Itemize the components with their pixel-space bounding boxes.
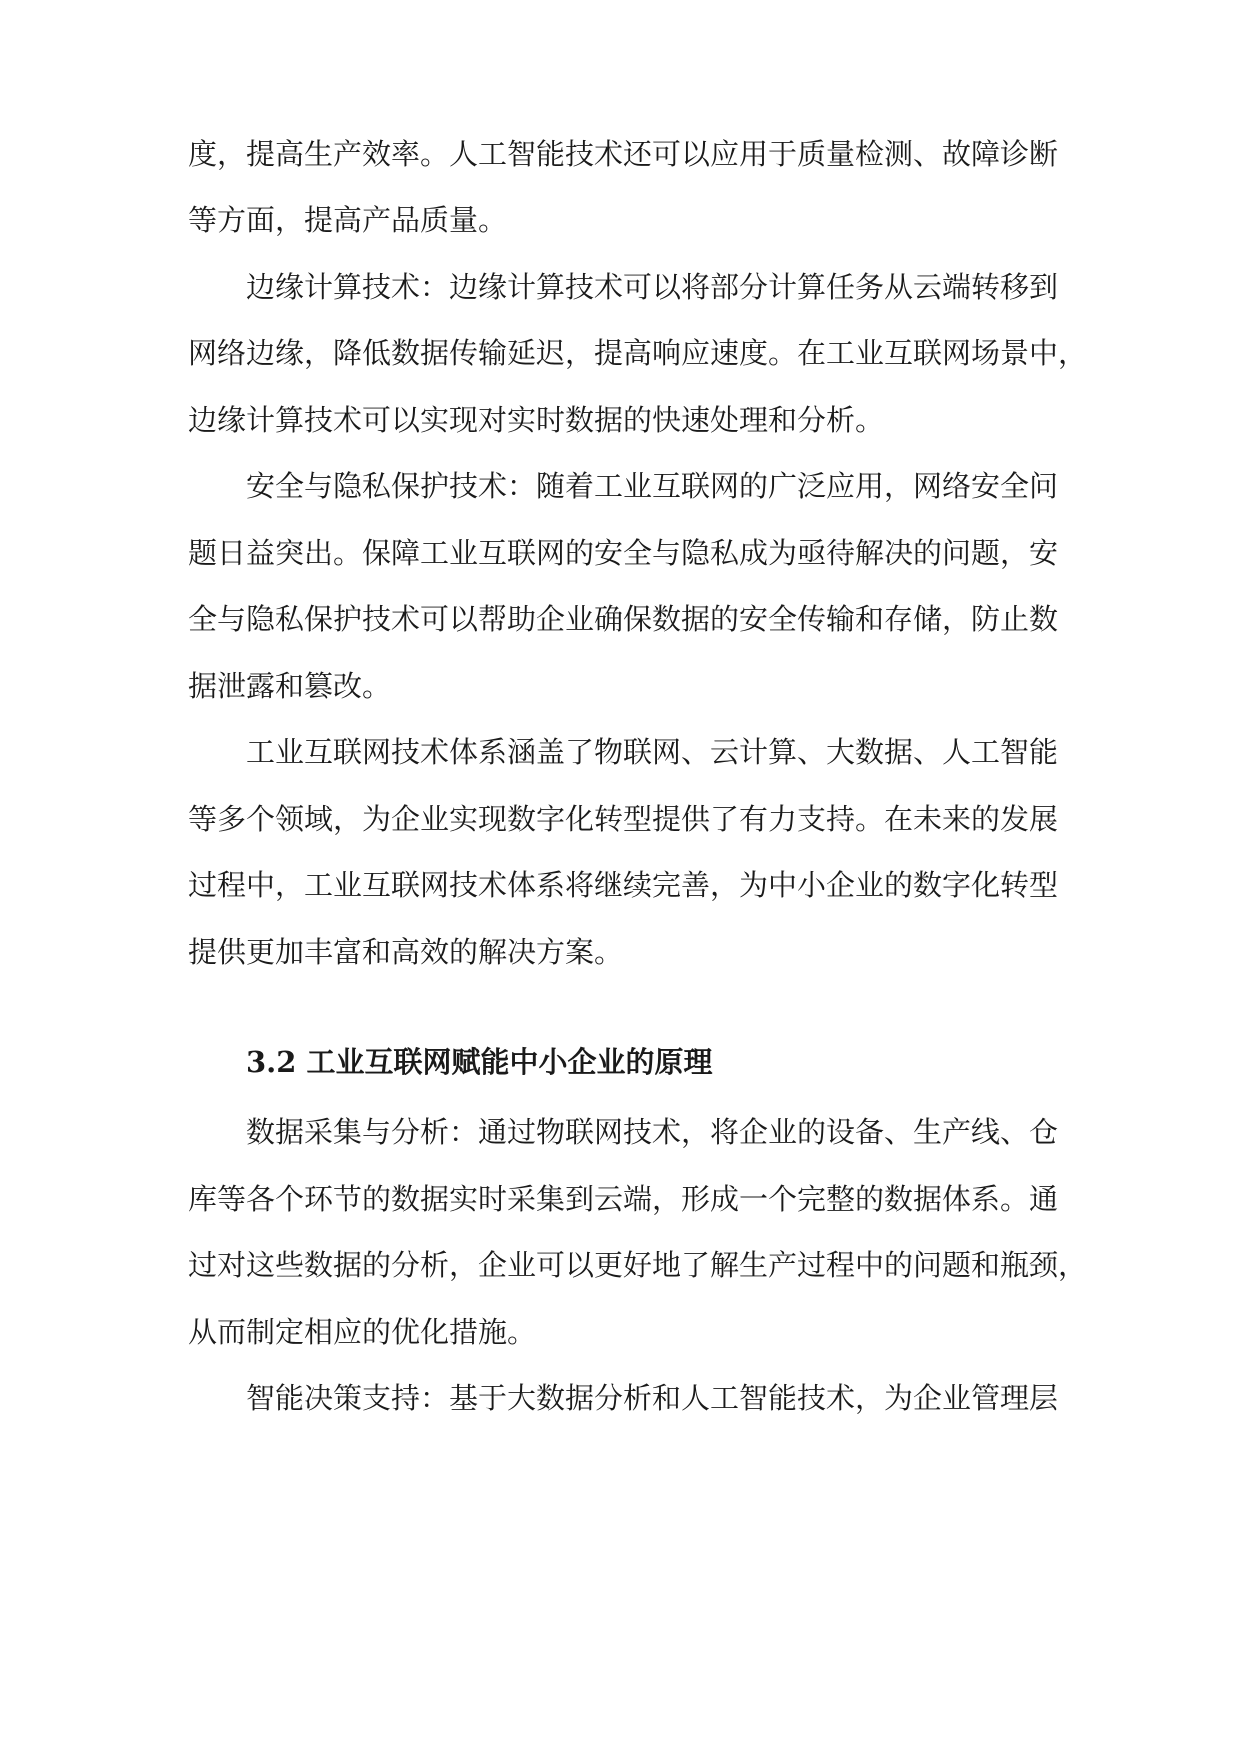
paragraph-line: 等多个领域，为企业实现数字化转型提供了有力支持。在未来的发展: [188, 802, 1059, 836]
paragraph-line: 数据采集与分析：通过物联网技术，将企业的设备、生产线、仓: [246, 1115, 1059, 1149]
paragraph-line: 据泄露和篡改。: [188, 669, 392, 703]
paragraph-line: 边缘计算技术可以实现对实时数据的快速处理和分析。: [188, 403, 885, 437]
paragraph-line: 等方面，提高产品质量。: [188, 203, 508, 237]
paragraph-line: 题日益突出。保障工业互联网的安全与隐私成为亟待解决的问题，安: [188, 536, 1059, 570]
section-heading: 3.2 工业互联网赋能中小企业的原理: [246, 1045, 713, 1079]
paragraph-line: 度，提高生产效率。人工智能技术还可以应用于质量检测、故障诊断: [188, 137, 1059, 171]
paragraph-line: 从而制定相应的优化措施。: [188, 1315, 537, 1349]
paragraph-line: 过对这些数据的分析，企业可以更好地了解生产过程中的问题和瓶颈，: [188, 1248, 1088, 1282]
paragraph-line: 库等各个环节的数据实时采集到云端，形成一个完整的数据体系。通: [188, 1182, 1059, 1216]
paragraph-line: 提供更加丰富和高效的解决方案。: [188, 935, 624, 969]
paragraph-line: 工业互联网技术体系涵盖了物联网、云计算、大数据、人工智能: [246, 735, 1059, 769]
paragraph-line: 全与隐私保护技术可以帮助企业确保数据的安全传输和存储，防止数: [188, 602, 1059, 636]
paragraph-line: 网络边缘，降低数据传输延迟，提高响应速度。在工业互联网场景中，: [188, 336, 1088, 370]
paragraph-line: 边缘计算技术：边缘计算技术可以将部分计算任务从云端转移到: [246, 270, 1059, 304]
paragraph-line: 智能决策支持：基于大数据分析和人工智能技术，为企业管理层: [246, 1381, 1059, 1415]
paragraph-line: 过程中，工业互联网技术体系将继续完善，为中小企业的数字化转型: [188, 868, 1059, 902]
paragraph-line: 安全与隐私保护技术：随着工业互联网的广泛应用，网络安全问: [246, 469, 1059, 503]
